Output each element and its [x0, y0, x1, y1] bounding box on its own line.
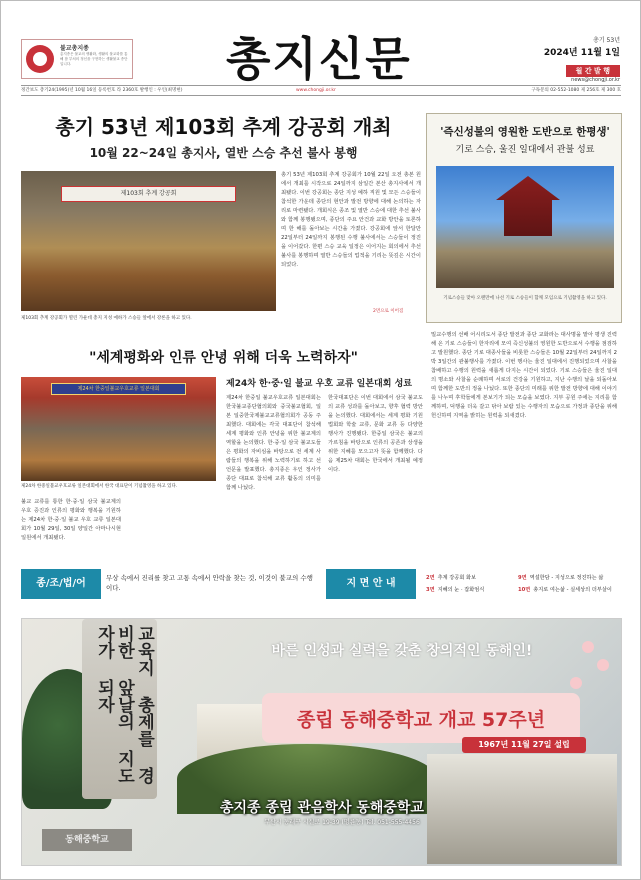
masthead [1, 1, 641, 93]
subscription-info: 구독문의 02-552-1080 제 256호 제 300 호 [531, 88, 621, 93]
info-bar [21, 85, 621, 96]
continued-link[interactable]: 2면으로 이어짐 [373, 309, 404, 314]
index-item[interactable] [518, 572, 603, 584]
index-item[interactable] [518, 584, 612, 596]
website-link[interactable]: www.chongji.or.kr [296, 88, 336, 93]
blossom-icon [597, 659, 609, 671]
info-strip [21, 569, 622, 599]
index-title: 지혜의 눈 · 잡화엄식 [437, 587, 485, 593]
feature-caption: 기로스승들 맞아 오랜만에 나선 기로 스승들이 함께 모임으로 기념촬영을 하고 있다. [443, 296, 607, 301]
index-item[interactable] [426, 584, 484, 596]
ad-slogan: 바른 인성과 실력을 갖춘 창의적인 동해인! [271, 643, 533, 659]
contact-email[interactable]: news@chongji.or.kr [571, 77, 620, 83]
school-advertisement [21, 618, 622, 866]
monument-inscription: 교육지 총제를 경비한 앞날의 지도자가 되자 [94, 625, 154, 784]
second-body-left [21, 498, 121, 552]
index-title: 추계 강공회 화보 [437, 575, 477, 581]
feature-subheadline: 기로 스승, 울진 일대에서 관불 성료 [455, 145, 595, 155]
second-headline: "세계평화와 인류 안녕 위해 더욱 노력하자" [89, 350, 358, 366]
frequency-badge: 월 간 발 행 [566, 65, 620, 77]
second-body-mid [226, 394, 321, 554]
index-page: 10면 [518, 587, 531, 593]
issue-date: 2024년 11월 1일 [543, 48, 620, 58]
founder-quote: 무상 속에서 진리를 찾고 고통 속에서 안락을 찾는 것, 이것이 불교의 수행이다. [106, 574, 313, 592]
blossom-icon [570, 677, 582, 689]
school-nameplate: 동해중학교 [42, 829, 132, 851]
founder-quote-tag: 종/조/법/어 [21, 569, 101, 599]
school-address: 부산시 동래구 시실로 19-39 (명륜동) Tel. 051-555-4456 [264, 819, 420, 826]
feature-body-text: 밀교수행의 선배 어시리도서 종단 발전과 종단 교화라는 대사명을 맡아 평생 진력해 온 기로 스승들이 한자리에 모여 즉신성불의 영원한 도반으로서 수행을 점검하고 발원했다. 종단 기로 대종사들을 비롯한 스승들은 10월 22일부터 24일까지 2박 3일간의 관불행사를 가졌다. 이번 행사는 울진 일대에서 진행되었으며 사찰을 참배하고 수행의 원력을 새롭게 다지는 시간이 되었다. 기로 스승들은 울진 일대의 명소와 사찰을 순례하며 서로의 건강을 기원하고, 지난 수행의 날을 되돌아보며 함께한 도반의 정을 나눴다. 또한 종단의 미래를 위한 발전 방향에 대해 이야기를 나누며 후학들에게 본보기가 되는 모습을 보였다. 지부 공원 주에는 지리를 함께하며, 덕행을 더욱 갈고 닦아 보람 있는 수행자의 모습으로 가정과 종단을 위해 헌신하며 지역을 밝히는 원력을 되새겼다. [431, 332, 617, 419]
second-body-right [328, 394, 423, 554]
index-item[interactable] [426, 572, 476, 584]
photo-caption: 제103회 추계 강공회가 열린 가운데 총지 지성 예하가 스승들 앞에서 강론을 하고 있다. [21, 316, 192, 321]
conference-banner [51, 383, 186, 395]
feature-headline: '즉신성불의 영원한 도반으로 한평생' [440, 126, 610, 138]
index-page: 3면 [426, 587, 435, 593]
established-date: 1967년 11월 27일 설립 [462, 737, 586, 753]
pavilion-group-photo [436, 166, 614, 288]
emblem-box [21, 39, 133, 79]
feature-body [431, 331, 617, 543]
pavilion-shape [488, 176, 568, 236]
newspaper-title: 총지신문 [226, 32, 412, 86]
blossom-icon [582, 641, 594, 653]
ad-title-box [262, 693, 580, 743]
conference-banner-text: 제24차 한중일불교우호교류 일본대회 [77, 386, 160, 392]
emblem-title: 불교총지종 [60, 45, 89, 52]
photo-banner [61, 186, 236, 202]
registration-info: 정간보도 총기24(1995)년 10월 16일 등록번호 라 2360호 발행인 : 우인(최명현) [21, 88, 183, 93]
ad-title: 종립 동해중학교 개교 57주년 [296, 709, 546, 731]
second-body-left-text: 불교 교류를 통한 한·중·일 삼국 불교계의 우호 증진과 인류의 평화와 행복을 기원하는 제24차 한·중·일 불교 우호 교류 일본대회가 10월 29일, 30일 양일간 아마나시현 일원에서 개최됐다. [21, 499, 121, 541]
article-body [281, 171, 421, 307]
main-headline: 총기 53년 제103회 추계 강공회 개최 [55, 115, 392, 139]
second-body-right-text: 한국대표단은 이번 대회에서 삼국 불교도의 교류 성과를 돌아보고, 향후 협력 방안을 논의했다. 대회에서는 세계 평화 기원 법회와 학술 교류, 문화 교류 등 다양한 행사가 진행됐다. 한중일 삼국은 불교의 가르침을 바탕으로 인류의 공존과 상생을 위한 지혜를 모으고자 뜻을 함께했다. 다음 제25차 대회는 한국에서 개최될 예정이다. [328, 395, 423, 473]
conference-photo [21, 377, 216, 481]
second-subheadline: 제24차 한·중·일 불교 우호 교류 일본대회 성료 [226, 379, 412, 389]
index-title: 총지로 여는삶 - 실세상의 더부살이 [533, 587, 612, 593]
second-body-mid-text: 제24차 한중일 불교우호교류 일본대회는 한국불교종단협의회와 중국불교협회, 일본 일중한국제불교교류협의회가 공동 주최했다. 대회에는 각국 대표단이 참석해 세계 평화와 인류 안녕을 위한 불교계의 역할을 논의했다. 한·중·일 삼국 불교도들은 평화의 자비심을 바탕으로 전 세계 사람들의 행복을 위해 노력하기로 하고 선언문을 발표했다. 총지종은 우인 정사가 종단 대표로 참석해 교류 활동의 의미를 함께 나눴다. [226, 395, 321, 491]
feature-box [426, 113, 622, 323]
chongji-emblem-icon [26, 45, 54, 73]
article-body-text: 총기 53년 제103회 추계 강공회가 10월 22일 오전 총본 원에서 개최를 시작으로 24일까지 삼일간 본산 총지사에서 개최됐다. 이번 강공회는 종단 지성 예하 직원 및 모든 스승들이 참석한 가운데 종단의 현안과 발전 방향에 대해 논의하는 자리로 마련됐다. 개회식은 종조 및 열반 스승에 대한 추선 불사와 함께 봉행됐으며, 종단의 주요 안건과 교화 방안을 토론하며 한 해를 돌아보는 시간을 가졌다. 강공회에 앞서 한달만 22일부터 24일까지 봉행된 수행 불사에서는 스승들이 정진을 이어갔다. 한편 스승 교육 일정은 이어지는 회의에서 추선 불사를 봉행하며 열반 스승들의 업적을 기리는 뜻깊은 시간이 되었다. [281, 172, 421, 268]
index-title: 역설한담 - 지성으로 정진하는 삶 [529, 575, 604, 581]
issue-number: 총기 53년 [593, 37, 620, 44]
emblem-text: 총지종은 불교의 생활화, 생활의 불교화를 통해 참 부처의 정신을 구현하는 생활불교 종단입니다. [60, 52, 128, 66]
issue-box [524, 35, 620, 77]
main-subheadline: 10월 22~24일 총지사, 열반 스승 추선 불사 봉행 [89, 146, 358, 160]
lecture-hall-photo [21, 171, 276, 311]
conference-caption: 제24차 한중일불교우호교류 일본대회에서 한국 대표단이 기념촬영을 하고 있다. [21, 484, 178, 489]
index-page: 9면 [518, 575, 527, 581]
school-name: 총지종 종립 관음학사 동해중학교 [220, 800, 424, 816]
page-index-tag: 지 면 안 내 [326, 569, 416, 599]
index-page: 2면 [426, 575, 435, 581]
photo-banner-text: 제103회 추계 강공회 [120, 190, 177, 197]
